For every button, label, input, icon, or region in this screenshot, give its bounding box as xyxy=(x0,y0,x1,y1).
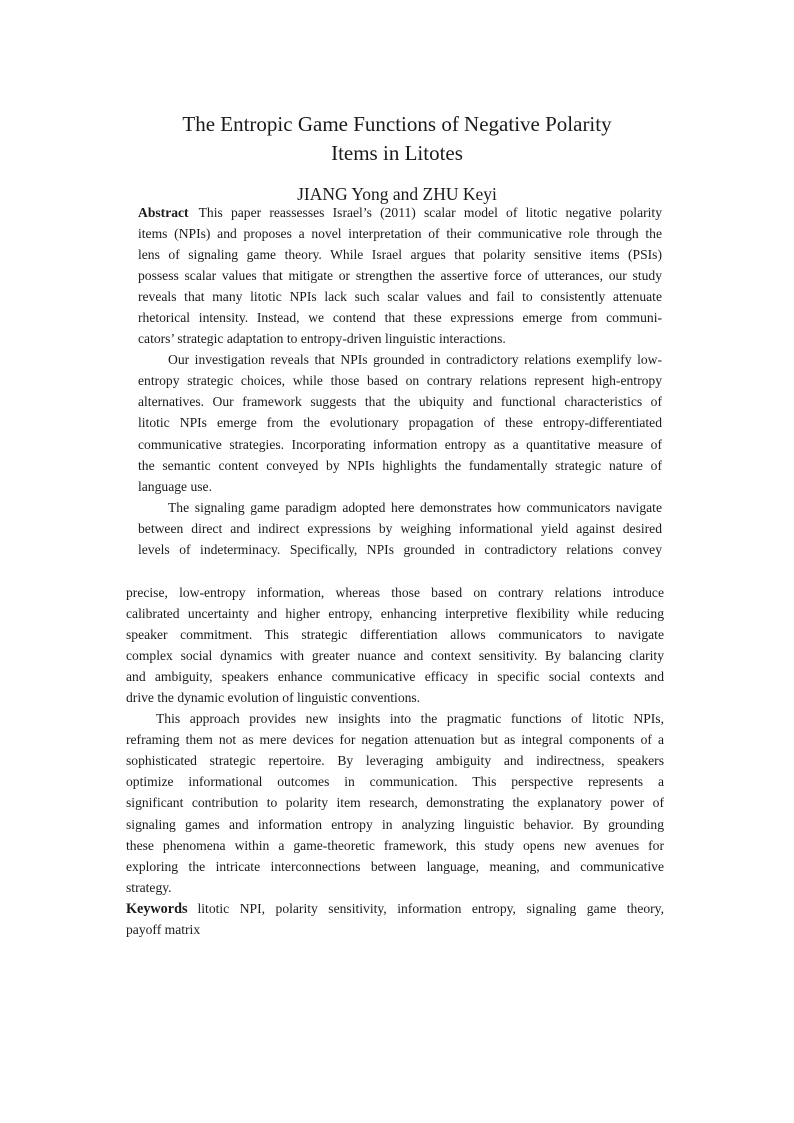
abstract-part-1 xyxy=(138,202,662,560)
text-line: Our investigation reveals that NPIs grounded in contradictory relations exemplify low- xyxy=(168,352,662,368)
text-line: these phenomena within a game-theoretic framework, this study opens new avenues for xyxy=(126,837,664,853)
keywords-line: payoff matrix xyxy=(126,921,201,937)
paper-title-line-2: Items in Litotes xyxy=(331,141,463,165)
authors: JIANG Yong and ZHU Keyi xyxy=(297,184,497,204)
text-line: precise, low-entropy information, whereas those based on contrary relations introduce xyxy=(126,585,664,600)
text-line: the semantic content conveyed by NPIs highlights the fundamentally strategic nature of xyxy=(138,457,662,473)
keywords-line: Keywords litotic NPI, polarity sensitivity, information entropy, signaling game theory, xyxy=(126,900,664,917)
text-line: speaker commitment. This strategic differentiation allows communicators to navigate xyxy=(126,627,664,643)
text-line: language use. xyxy=(138,478,212,494)
text-line: drive the dynamic evolution of linguistic conventions. xyxy=(126,690,421,706)
text-line: rhetorical intensity. Instead, we contend that these expressions emerge from communi- xyxy=(138,310,662,326)
text-line: reveals that many litotic NPIs lack such scalar values and fail to consistently attenuate xyxy=(138,289,662,305)
text-line: levels of indeterminacy. Specifically, NPIs grounded in contradictory relations convey xyxy=(138,541,662,557)
text-line: entropy strategic choices, while those based on contrary relations represent high-entropy xyxy=(138,373,662,389)
paragraph xyxy=(138,497,662,560)
text-line: This approach provides new insights into the pragmatic functions of litotic NPIs, xyxy=(156,711,664,727)
abstract-label: Abstract xyxy=(138,205,189,220)
text-line: possess scalar values that mitigate or strengthen the assertive force of utterances, our study xyxy=(138,268,662,284)
text-line: signaling games and information entropy in analyzing linguistic behavior. By grounding xyxy=(126,816,664,832)
text-line: Abstract This paper reassesses Israel’s (2011) scalar model of litotic negative polarity xyxy=(138,205,662,220)
text-line: calibrated uncertainty and higher entropy, enhancing interpretive flexibility while reducing xyxy=(126,606,664,622)
text-line: communicative strategies. Incorporating information entropy as a quantitative measure of xyxy=(138,436,662,452)
text-line: and ambiguity, speakers enhance communicative efficacy in specific social contexts and xyxy=(126,669,664,685)
keywords-label: Keywords xyxy=(126,900,188,917)
text-line: optimize informational outcomes in communication. This perspective represents a xyxy=(126,774,664,790)
text-line: alternatives. Our framework suggests that the ubiquity and functional characteristics of xyxy=(138,394,662,410)
text-line: The signaling game paradigm adopted here demonstrates how communicators navigate xyxy=(168,499,662,515)
paper-title-line-1: The Entropic Game Functions of Negative Polarity xyxy=(182,112,612,136)
paragraph xyxy=(138,349,662,496)
text-line: sophisticated strategic repertoire. By leveraging ambiguity and indirectness, speakers xyxy=(126,753,664,769)
text-line: exploring the intricate interconnections between language, meaning, and communicative xyxy=(126,858,664,874)
text-line: significant contribution to polarity item research, demonstrating the explanatory power of xyxy=(126,795,664,811)
text-line: litotic NPIs emerge from the evolutionary propagation of these entropy-differentiated xyxy=(138,415,662,431)
text-line: strategy. xyxy=(126,879,172,895)
abstract-part-2 xyxy=(126,582,664,940)
paragraph xyxy=(138,202,662,349)
text-line: lens of signaling game theory. While Israel argues that polarity sensitive items (PSIs) xyxy=(138,247,662,263)
text-line: reframing them not as mere devices for negation attenuation but as integral components of a xyxy=(126,732,664,748)
paragraph xyxy=(126,708,664,897)
text-line: between direct and indirect expressions by weighing informational yield against desired xyxy=(138,520,662,536)
text-line: cators’ strategic adaptation to entropy-driven linguistic interactions. xyxy=(138,331,506,347)
text-line: items (NPIs) and proposes a novel interpretation of their communicative role through the xyxy=(138,226,662,242)
paragraph xyxy=(126,582,664,708)
text-line: complex social dynamics with greater nuance and context sensitivity. By balancing clarity xyxy=(126,648,664,664)
keywords-section xyxy=(126,898,664,940)
